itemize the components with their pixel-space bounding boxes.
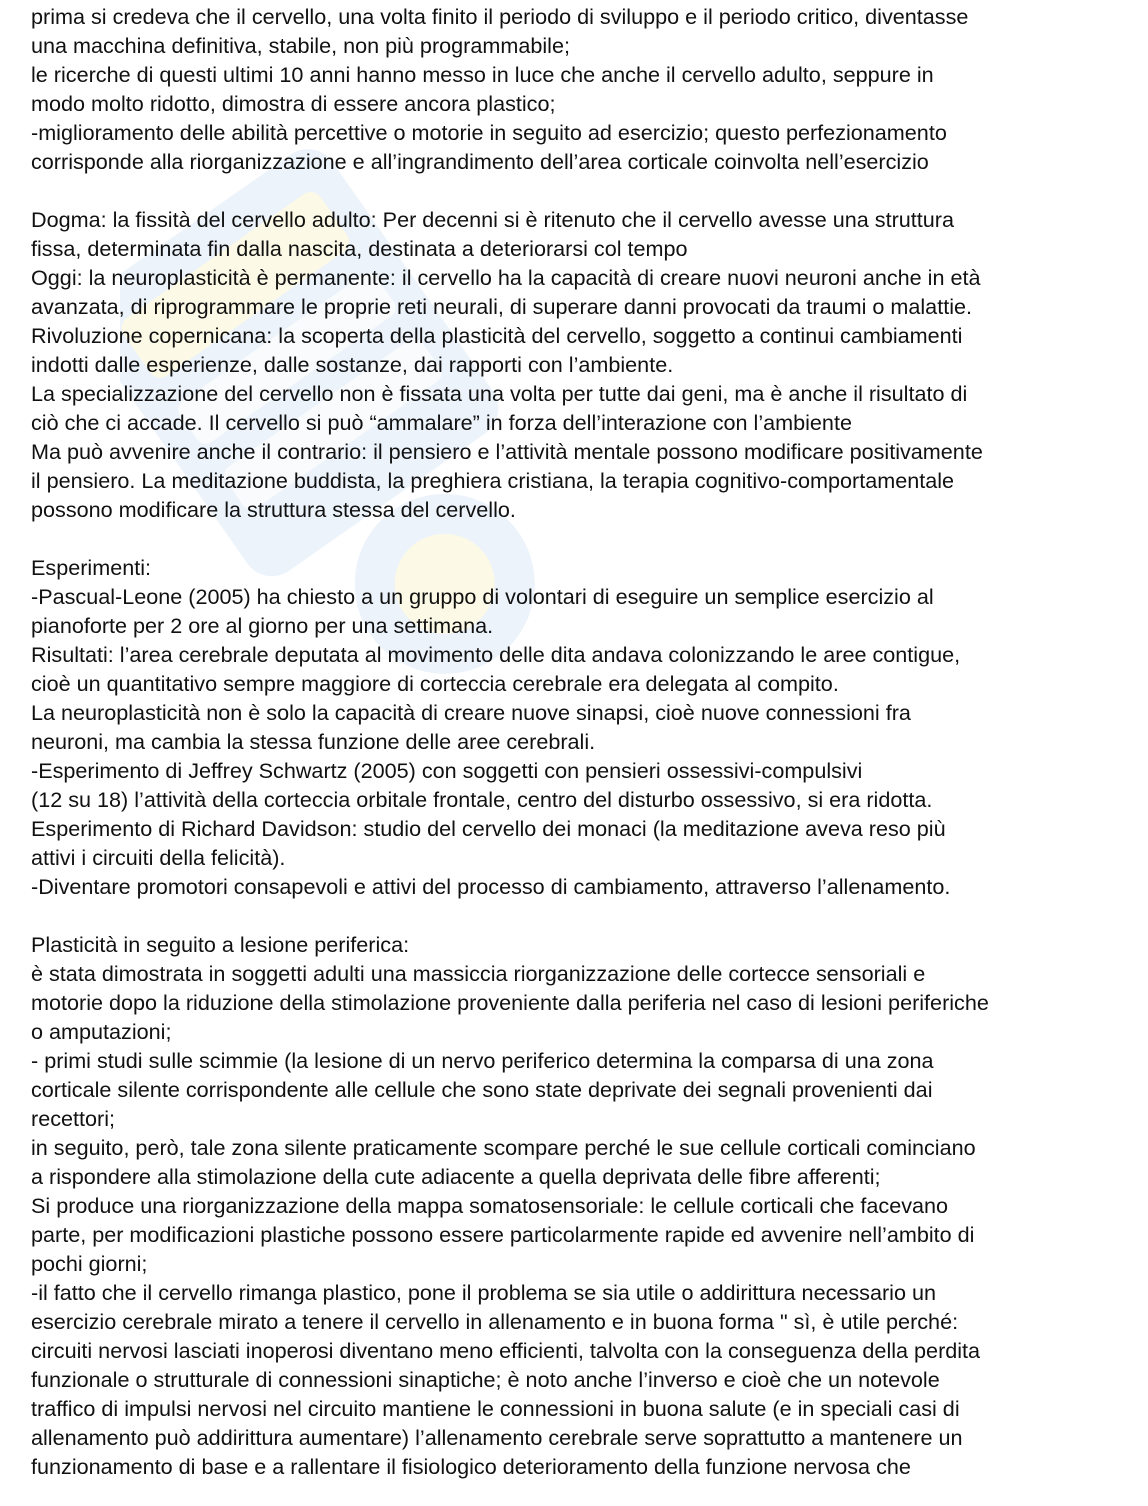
text-line: corticale silente corrispondente alle cellule che sono state deprivate dei segnali provenienti dai [31,1077,933,1102]
text-line: -Diventare promotori consapevoli e attivi del processo di cambiamento, attraverso l’allenamento. [31,874,951,899]
text-line: attivi i circuiti della felicità). [31,845,286,870]
text-line: La specializzazione del cervello non è fissata una volta per tutte dai geni, ma è anche il risultato di [31,381,968,406]
text-line: Ma può avvenire anche il contrario: il pensiero e l’attività mentale possono modificare positivamente [31,439,983,464]
text-line: pianoforte per 2 ore al giorno per una settimana. [31,613,494,638]
text-line: cioè un quantitativo sempre maggiore di corteccia cerebrale era delegata al compito. [31,671,839,696]
text-line: ciò che ci accade. Il cervello si può “ammalare” in forza dell’interazione con l’ambiente [31,410,852,435]
text-line: parte, per modificazioni plastiche possono essere particolarmente rapide ed avvenire nell’ambito di [31,1222,975,1247]
text-line: esercizio cerebrale mirato a tenere il cervello in allenamento e in buona forma " sì, è utile perché: [31,1309,959,1334]
paragraph-spacer [31,524,1131,553]
text-line: funzionale o strutturale di connessioni sinaptiche; è noto anche l’inverso e cioè che un notevole [31,1367,940,1392]
text-line: fissa, determinata fin dalla nascita, destinata a deteriorarsi col tempo [31,236,688,261]
text-line: -miglioramento delle abilità percettive o motorie in seguito ad esercizio; questo perfezionamento [31,120,947,145]
text-line: possono modificare la struttura stessa del cervello. [31,497,516,522]
text-line: Risultati: l’area cerebrale deputata al movimento delle dita andava colonizzando le aree contigue, [31,642,961,667]
text-line: Si produce una riorganizzazione della mappa somatosensoriale: le cellule corticali che facevano [31,1193,949,1218]
text-line: prima si credeva che il cervello, una volta finito il periodo di sviluppo e il periodo critico, diventasse [31,4,969,29]
text-line: avanzata, di riprogrammare le proprie reti neurali, di superare danni provocati da traumi o malattie. [31,294,972,319]
text-line: Esperimento di Richard Davidson: studio del cervello dei monaci (la meditazione aveva reso più [31,816,946,841]
text-line: modo molto ridotto, dimostra di essere ancora plastico; [31,91,556,116]
text-line: indotti dalle esperienze, dalle sostanze, dai rapporti con l’ambiente. [31,352,674,377]
text-line: -il fatto che il cervello rimanga plastico, pone il problema se sia utile o addirittura necessario un [31,1280,936,1305]
paragraph-spacer [31,176,1131,205]
text-line: o amputazioni; [31,1019,172,1044]
paragraph-spacer [31,901,1131,930]
text-line: Oggi: la neuroplasticità è permanente: il cervello ha la capacità di creare nuovi neuroni anche in età [31,265,981,290]
text-line: in seguito, però, tale zona silente praticamente scompare perché le sue cellule corticali cominciano [31,1135,976,1160]
text-line: Esperimenti: [31,555,152,580]
text-line: traffico di impulsi nervosi nel circuito mantiene le connessioni in buona salute (e in speciali casi di [31,1396,960,1421]
text-line: Dogma: la fissità del cervello adulto: Per decenni si è ritenuto che il cervello avesse una struttura [31,207,955,232]
text-line: è stata dimostrata in soggetti adulti una massiccia riorganizzazione delle cortecce sensoriali e [31,961,926,986]
text-line: - primi studi sulle scimmie (la lesione di un nervo periferico determina la comparsa di una zona [31,1048,934,1073]
text-line: -Esperimento di Jeffrey Schwartz (2005) con soggetti con pensieri ossessivi-compulsivi [31,758,863,783]
text-line: circuiti nervosi lasciati inoperosi diventano meno efficienti, talvolta con la conseguenza della perdita [31,1338,981,1363]
text-line: neuroni, ma cambia la stessa funzione delle aree cerebrali. [31,729,596,754]
text-line: una macchina definitiva, stabile, non più programmabile; [31,33,570,58]
text-line: -Pascual-Leone (2005) ha chiesto a un gruppo di volontari di eseguire un semplice esercizio al [31,584,934,609]
text-line: La neuroplasticità non è solo la capacità di creare nuove sinapsi, cioè nuove connessioni fra [31,700,911,725]
text-line: funzionamento di base e a rallentare il fisiologico deterioramento della funzione nervosa che [31,1454,911,1479]
text-line: le ricerche di questi ultimi 10 anni hanno messo in luce che anche il cervello adulto, seppure in [31,62,934,87]
text-line: (12 su 18) l’attività della corteccia orbitale frontale, centro del disturbo ossessivo, si era ridotta. [31,787,933,812]
text-line: recettori; [31,1106,116,1131]
text-line: motorie dopo la riduzione della stimolazione proveniente dalla periferia nel caso di lesioni periferiche [31,990,989,1015]
text-line: a rispondere alla stimolazione della cute adiacente a quella deprivata delle fibre afferenti; [31,1164,881,1189]
text-line: Rivoluzione copernicana: la scoperta della plasticità del cervello, soggetto a continui cambiamenti [31,323,963,348]
text-line: il pensiero. La meditazione buddista, la preghiera cristiana, la terapia cognitivo-comportamentale [31,468,955,493]
text-line: pochi giorni; [31,1251,148,1276]
document-body [31,2,1131,1481]
text-line: corrisponde alla riorganizzazione e all’ingrandimento dell’area corticale coinvolta nell’esercizio [31,149,929,174]
text-line: Plasticità in seguito a lesione periferica: [31,932,410,957]
text-line: allenamento può addirittura aumentare) l’allenamento cerebrale serve soprattutto a mantenere un [31,1425,963,1450]
